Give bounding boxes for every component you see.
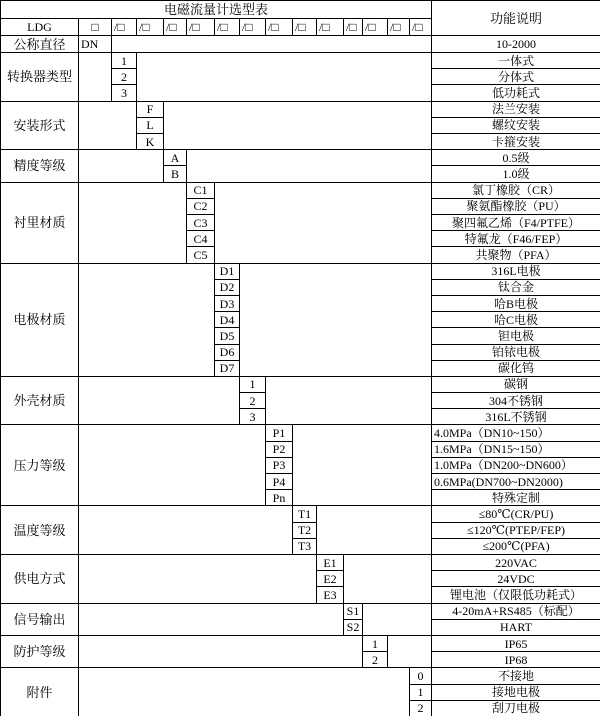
model-prefix: LDG: [1, 19, 79, 36]
blank-cell: [293, 425, 432, 506]
model-box: /□: [112, 19, 137, 36]
blank-cell: [79, 264, 215, 377]
blank-cell: [79, 53, 112, 102]
nominal-label: 公称直径: [1, 36, 79, 53]
blank-cell: [79, 604, 344, 636]
option-code: K: [137, 134, 164, 150]
option-code: 3: [112, 85, 137, 101]
option-description: 法兰安装: [432, 102, 600, 118]
option-code: E1: [317, 555, 344, 571]
nominal-desc: 10-2000: [432, 36, 600, 53]
option-code: 3: [240, 409, 266, 425]
option-description: 刮刀电极: [432, 701, 600, 716]
blank-cell: [79, 636, 363, 668]
option-description: 分体式: [432, 69, 600, 85]
blank-cell: [215, 183, 432, 264]
option-description: 聚氨酯橡胶（PU）: [432, 199, 600, 215]
option-description: 低功耗式: [432, 85, 600, 101]
blank-cell: [363, 604, 432, 636]
option-description: 共聚物（PFA）: [432, 247, 600, 263]
option-description: 316L电极: [432, 264, 600, 280]
option-description: 1.6MPa（DN15~150）: [432, 442, 600, 458]
option-code: 0: [410, 668, 432, 684]
option-code: 1: [410, 685, 432, 701]
blank-cell: [240, 264, 432, 377]
option-code: P4: [266, 474, 293, 490]
option-code: 2: [240, 393, 266, 409]
option-code: S2: [344, 620, 363, 636]
option-description: 4-20mA+RS485（标配）: [432, 604, 600, 620]
option-description: 锂电池（仅限低功耗式）: [432, 587, 600, 603]
option-code: D6: [215, 345, 240, 361]
option-code: T3: [293, 539, 317, 555]
option-code: Pn: [266, 490, 293, 506]
option-code: 2: [112, 69, 137, 85]
option-code: P3: [266, 458, 293, 474]
model-box: /□: [240, 19, 266, 36]
group-label: 供电方式: [1, 555, 79, 604]
option-description: 哈B电极: [432, 296, 600, 312]
blank-cell: [79, 377, 240, 426]
group-label: 转换器类型: [1, 53, 79, 102]
option-description: 0.6MPa(DN700~DN2000): [432, 474, 600, 490]
option-description: ≤80℃(CR/PU): [432, 506, 600, 522]
blank-cell: [79, 183, 187, 264]
blank-cell: [137, 53, 432, 102]
blank-cell: [317, 506, 432, 555]
option-description: 钽电极: [432, 328, 600, 344]
group-label: 温度等级: [1, 506, 79, 555]
blank-cell: [266, 377, 432, 426]
option-description: 不接地: [432, 668, 600, 684]
option-description: HART: [432, 620, 600, 636]
option-description: 316L不锈钢: [432, 409, 600, 425]
option-code: P2: [266, 442, 293, 458]
function-header: 功能说明: [432, 1, 600, 36]
model-box: /□: [388, 19, 410, 36]
option-code: P1: [266, 425, 293, 441]
option-code: D5: [215, 328, 240, 344]
blank-cell: [187, 150, 432, 182]
option-description: 氯丁橡胶（CR）: [432, 183, 600, 199]
option-description: IP65: [432, 636, 600, 652]
option-description: 聚四氟乙烯（F4/PTFE）: [432, 215, 600, 231]
option-code: 2: [363, 652, 388, 668]
group-label: 安装形式: [1, 102, 79, 151]
option-description: 特殊定制: [432, 490, 600, 506]
model-box: □: [79, 19, 112, 36]
option-code: 2: [410, 701, 432, 716]
option-description: 1.0级: [432, 166, 600, 182]
option-description: 钛合金: [432, 280, 600, 296]
blank-cell: [388, 636, 432, 668]
group-label: 精度等级: [1, 150, 79, 182]
option-description: 螺纹安装: [432, 118, 600, 134]
option-description: IP68: [432, 652, 600, 668]
model-box: /□: [410, 19, 432, 36]
blank-cell: [79, 506, 293, 555]
option-description: 碳化钨: [432, 361, 600, 377]
group-label: 外壳材质: [1, 377, 79, 426]
group-label: 附件: [1, 668, 79, 716]
option-code: D7: [215, 361, 240, 377]
option-code: 1: [240, 377, 266, 393]
option-description: 4.0MPa（DN10~150）: [432, 425, 600, 441]
option-code: A: [164, 150, 187, 166]
model-box: /□: [266, 19, 293, 36]
blank-cell: [79, 425, 266, 506]
model-box: /□: [344, 19, 363, 36]
option-code: E3: [317, 587, 344, 603]
nominal-code: DN: [79, 36, 112, 53]
option-code: E2: [317, 571, 344, 587]
option-code: C4: [187, 231, 215, 247]
option-description: 1.0MPa（DN200~DN600）: [432, 458, 600, 474]
option-description: 一体式: [432, 53, 600, 69]
blank-cell: [79, 102, 137, 151]
option-code: 1: [363, 636, 388, 652]
option-description: ≤120℃(PTEP/FEP): [432, 523, 600, 539]
model-box: /□: [137, 19, 164, 36]
option-code: S1: [344, 604, 363, 620]
option-description: 24VDC: [432, 571, 600, 587]
blank-cell: [79, 668, 410, 716]
option-code: L: [137, 118, 164, 134]
model-box: /□: [215, 19, 240, 36]
blank-cell: [79, 150, 164, 182]
option-code: D4: [215, 312, 240, 328]
option-description: 接地电极: [432, 685, 600, 701]
option-code: C5: [187, 247, 215, 263]
option-description: 卡箍安装: [432, 134, 600, 150]
option-code: B: [164, 166, 187, 182]
option-code: C3: [187, 215, 215, 231]
group-label: 压力等级: [1, 425, 79, 506]
option-code: C2: [187, 199, 215, 215]
group-label: 电极材质: [1, 264, 79, 377]
option-code: 1: [112, 53, 137, 69]
blank-cell: [79, 555, 317, 604]
model-box: /□: [363, 19, 388, 36]
blank-cell: [112, 36, 432, 53]
option-description: 0.5级: [432, 150, 600, 166]
model-box: /□: [164, 19, 187, 36]
option-code: T2: [293, 523, 317, 539]
option-code: T1: [293, 506, 317, 522]
option-description: 碳钢: [432, 377, 600, 393]
option-description: 220VAC: [432, 555, 600, 571]
option-description: ≤200℃(PFA): [432, 539, 600, 555]
blank-cell: [164, 102, 432, 151]
table-title: 电磁流量计选型表: [1, 1, 432, 19]
group-label: 衬里材质: [1, 183, 79, 264]
option-code: D2: [215, 280, 240, 296]
group-label: 防护等级: [1, 636, 79, 668]
model-box: /□: [293, 19, 317, 36]
option-description: 特氟龙（F46/FEP）: [432, 231, 600, 247]
option-description: 铂铱电极: [432, 345, 600, 361]
blank-cell: [344, 555, 432, 604]
option-code: F: [137, 102, 164, 118]
option-code: D3: [215, 296, 240, 312]
option-description: 304不锈钢: [432, 393, 600, 409]
option-description: 哈C电极: [432, 312, 600, 328]
group-label: 信号输出: [1, 604, 79, 636]
option-code: C1: [187, 183, 215, 199]
option-code: D1: [215, 264, 240, 280]
model-box: /□: [187, 19, 215, 36]
model-box: /□: [317, 19, 344, 36]
